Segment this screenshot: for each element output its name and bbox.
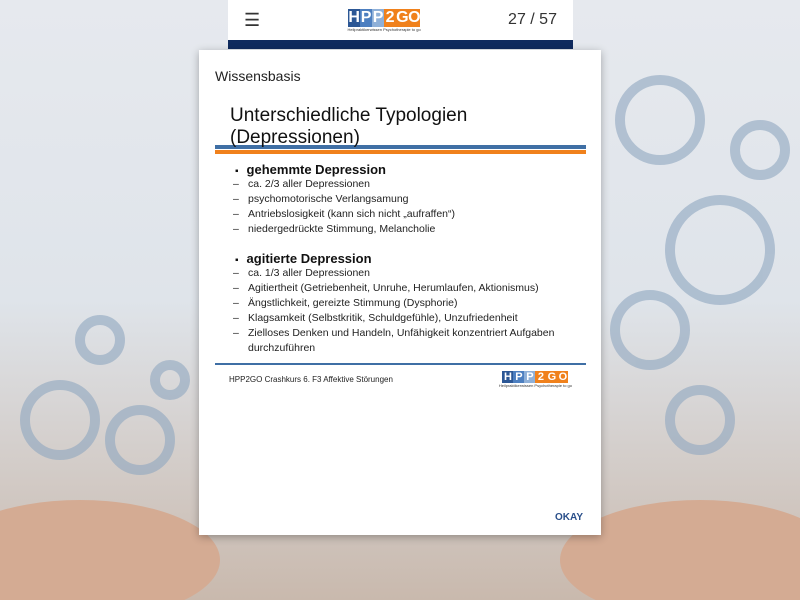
list-item: – Zielloses Denken und Handeln, Unfähigkeit konzentriert Aufgaben durchzuführen — [233, 326, 586, 356]
okay-button[interactable]: OKAY — [555, 512, 583, 523]
section-heading: ▪ agitierte Depression — [235, 251, 586, 266]
divider-orange — [215, 150, 586, 154]
list-item: – niedergedrückte Stimmung, Melancholie — [233, 222, 586, 237]
list-item: – psychomotorische Verlangsamung — [233, 192, 586, 207]
list-item: – Ängstlichkeit, gereizte Stimmung (Dysphorie) — [233, 296, 586, 311]
hamburger-icon[interactable]: ☰ — [244, 9, 261, 30]
section-inhibited — [215, 162, 586, 237]
slide-title: Unterschiedliche Typologien (Depressionen) — [230, 105, 468, 148]
page-counter: 27 / 57 — [508, 11, 557, 28]
dialog-title: Wissensbasis — [215, 68, 301, 84]
list-item: – ca. 2/3 aller Depressionen — [233, 177, 586, 192]
logo: H P P 2 G O Heilpraktikerwissen Psychotherapie to go — [347, 8, 421, 32]
section-agitated — [215, 251, 586, 356]
list-item: – Agitiertheit (Getriebenheit, Unruhe, Herumlaufen, Aktionismus) — [233, 281, 586, 296]
list-item: – ca. 1/3 aller Depressionen — [233, 266, 586, 281]
section-heading: ▪ gehemmte Depression — [235, 162, 586, 177]
slide-footer — [215, 363, 586, 394]
slide — [215, 105, 586, 356]
list-item: – Klagsamkeit (Selbstkritik, Schuldgefühle), Unzufriedenheit — [233, 311, 586, 326]
list-item: – Antriebslosigkeit (kann sich nicht „aufraffen“) — [233, 207, 586, 222]
header-stripe — [228, 40, 573, 49]
knowledge-dialog — [199, 50, 601, 535]
top-bar — [228, 0, 573, 40]
footer-logo: H P P 2 G O Heilpraktikerwissen Psychotherapie to go — [498, 371, 572, 388]
footer-text: HPP2GO Crashkurs 6. F3 Affektive Störungen — [229, 375, 393, 384]
